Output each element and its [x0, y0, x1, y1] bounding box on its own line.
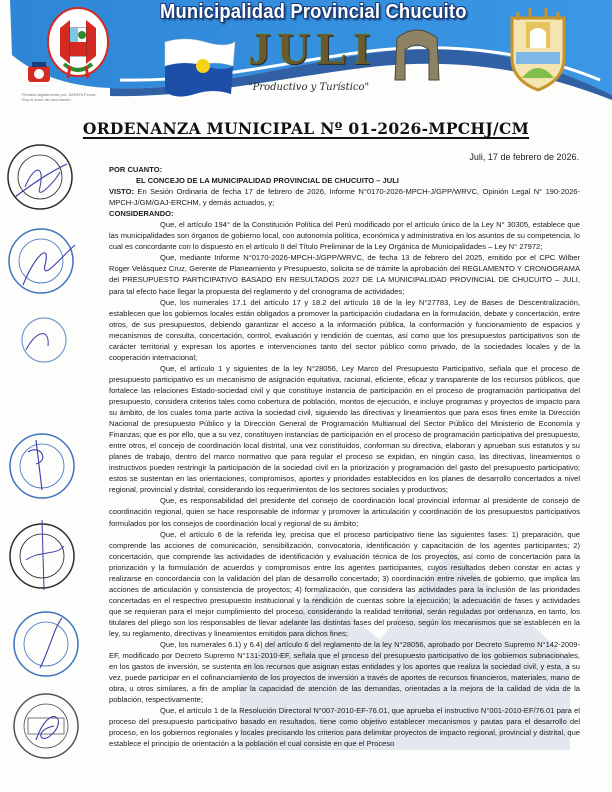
- slogan: "Productivo y Turístico": [248, 82, 370, 93]
- institution-name: Municipalidad Provincial Chucuito: [160, 1, 467, 23]
- seal-secretario-general-icon: [10, 690, 82, 762]
- juli-logo-text: JULI: [248, 23, 377, 74]
- seal-desarrollo-icon: [10, 608, 82, 680]
- document-title-text: ORDENANZA MUNICIPAL Nº 01-2026-MPCHJ/CM: [82, 119, 530, 138]
- letterhead-banner: [0, 0, 612, 100]
- document-body: [109, 164, 580, 749]
- peru-coat-of-arms-icon: [48, 8, 108, 78]
- seal-planeamiento-icon: [6, 430, 78, 502]
- visto-paragraph: [109, 186, 580, 208]
- considerando-paragraph: Que, el artículo 1 y siguientes de la ley N°28056, Ley Marco del Presupuesto Participativo, señala que el proceso de presupuesto participativo es un mecanismo de asignación equitativa, racional, eficiente, eficaz y transparente de los recursos públicos, que fortalece las relaciones Estado-sociedad civil y que constituye instancia de participación en el proceso de programación participativa del presupuesto, considera criterios tales como cobertura de población, montos de ejecución, e incluye programas y proyectos de impacto para su ámbito, de los cuales toma parte activa la sociedad civil, siguiendo las directivas y lineamientos que para esos fines emite la Dirección Nacional de presupuesto Público y la Dirección General de Programación Multianual del Sector Público del Ministerio de Economía y Finanzas; que es por ello, que a su vez, constituyen instancias de participación en el proceso de programación participativa del presupuesto, entre otros, el concejo de coordinación local distrital, una vez constituidos, conforman su directiva, elaboran y aprueban sus estatutos y su planes de trabajo, dentro del marco normativo que para regular el proceso se expidan, en ningún caso, las directivas, lineamientos o instructivos pueden restringir la participación de la sociedad civil en la priorización y programación del gasto del presupuesto participativo; estos se sustentan en las orientaciones, compromisos, aportes y prioridades establecidos en los planes de desarrollo concertados a nivel regional, provincial y distrital, considerando los requerimientos de los sectores sociales y productivos;: [109, 363, 580, 495]
- considerando-label: CONSIDERANDO:: [109, 209, 174, 219]
- chucuito-shield-icon: [512, 8, 564, 90]
- por-cuanto-label: POR CUANTO:: [109, 165, 163, 174]
- considerando-paragraph: Que, el artículo 194° de la Constitución Política del Perú modificado por el artículo único de la Ley N° 30305, establece que las municipalidades son órganos de gobierno local, con autonomía política, económica y administrativa en los asuntos de su competencia, lo cual es concordante con lo dispuesto en el artículo II del Título Preliminar de la Ley Orgánica de Municipalidades – Ley N° 27972;: [109, 220, 580, 252]
- considerando-paragraph: Que, los numerales 6.1) y 6.4) del artículo 6 del reglamento de la ley N°28056, aprobado por Decreto Supremo N°142-2009-EF, modificado por Decreto Supremo N°131-2010-EF, señala que el proceso del presupuesto participativo de los gobiernos subnacionales, en los gastos de inversión, se sustenta en los recursos que asignan estas entidades y los aportes que realiza la sociedad civil, y esta, a su vez, puede participar en el cofinanciamiento de los proyectos de inversión a través de aportes de recursos financieros, materiales, mano de obra, u otros similares, a fin de ampliar la capacidad de atención de las demandas, orientadas a la mejora de la calidad de vida de la población, respectivamente;: [109, 640, 580, 705]
- digital-signature-note: Firmado digitalmente por: ZAPATA Fecha: Soy el autor del documento: [22, 92, 97, 102]
- seal-gerencia-municipal-icon: [5, 142, 75, 212]
- considerando-paragraph: Que, es responsabilidad del presidente del consejo de coordinación local provincial informar al presidente de consejo de coordinación regional, quien se hace responsable de informar y promover la articulación y coordinación de los presupuestos participativos formulados por los consejos de coordinación local y regional de su ámbito;: [109, 496, 580, 528]
- considerando-paragraph: Que, mediante Informe N°0170-2026-MPCH-J/GPP/WRVC, de fecha 13 de febrero del 2025, emitido por el CPC Wilber Roger Velásquez Cruz, Gerente de Planeamiento y Presupuesto, solicita se dé trámite la aprobación del REGLAMENTO Y CRONOGRAMA del PRESUPUESTO PARTICIPATIVO BASADO EN RESULTADOS 2027 DE LA MUNICIPALIDAD PROVINCIAL DE CHUCUITO – JULI, para tal efecto hace llegar la propuesta del reglamento y del cronograma de actividades;: [109, 253, 580, 296]
- considerando-paragraph: Que, el artículo 6 de la referida ley, precisa que el proceso participativo tiene las siguientes fases: 1) preparación, que comprende las acciones de comunicación, sensibilización, convocatoria, identificación y capacitación de los agentes participantes; 2) concertación, que comprende las actividades de identificación y evaluación técnica de los proyectos, así como de concertación para la priorización y la formulación de acuerdos y compromisos entre los agentes participantes, cuyos resultados deben constar en actas y realizarse en concordancia con la validación del plan de desarrollo concertado; 3) coordinación entre niveles de gobierno, que implica las acciones de articulación y consistencia de proyectos; 4) formalización, que considera las actividades para la inclusión de las prioridades concertadas en el respectivo presupuesto institucional y la rendición de cuentas sobre la ejecución; la adecuación de fases y actividades que se requieran para el mejor cumplimiento del proceso, considerando la realidad territorial, serán reguladas por ordenanza, en tanto, los titulares del pliego son los responsables de llevar adelante las distintas fases del proceso, según los mecanismos que se establecen en la ley, su reglamento, directivas y lineamientos emitidos para dichos fines;: [109, 529, 580, 638]
- seal-small-icon: [12, 310, 76, 370]
- visto-label: VISTO:: [109, 187, 135, 197]
- seal-gerencia-icon: [6, 520, 78, 592]
- considerando-paragraph: Que, los numerales 17.1 del artículo 17 y 18.2 del artículo 18 de la ley N°27783, Ley de Bases de Descentralización, establecen que los gobiernos locales están obligados a promover la participación ciudadana en la formulación, debate y concertación, entre otros, de sus presupuestos, debiendo garantizar el acceso a la información pública, la conformación y funcionamiento de espacios y mecanismos de consulta, concertación, control, evaluación y rendición de cuentas, así como que los presupuestos participativos son de carácter territorial y expresan los aportes e intervenciones tanto del sector público como privado, de la sociedades locales y de la cooperación internacional;: [109, 297, 580, 362]
- seals-column: [0, 130, 120, 792]
- seal-asesoria-juridica-icon: [5, 225, 77, 297]
- concejo-heading: EL CONCEJO DE LA MUNICIPALIDAD PROVINCIAL DE CHUCUITO – JULI: [136, 176, 399, 186]
- document-date: Juli, 17 de febrero de 2026.: [469, 152, 579, 162]
- considerando-paragraph: Que, el artículo 1 de la Resolución Directoral N°007-2010-EF-76.01, que aprueba el instructivo N°001-2010-EF/76.01 para el proceso del presupuesto participativo basado en resultados, tiene como objetivo establecer mecanismos y pautas para el desarrollo del proceso, en los gobiernos regionales y locales precisando los criterios para delimitar proyectos de impacto regional, provincial y distrital, que establece el principio de orientación a la población el cual consiste en que el Proceso: [109, 706, 580, 749]
- visto-text: En Sesión Ordinaria de fecha 17 de febrero de 2026, Informe N°0170-2026-MPCH-J/GPP/WRVC, Opinión Legal N° 190-2026-MPCH-J/GM/GAJ-ERCHM, y demás actuados, y;: [109, 187, 580, 208]
